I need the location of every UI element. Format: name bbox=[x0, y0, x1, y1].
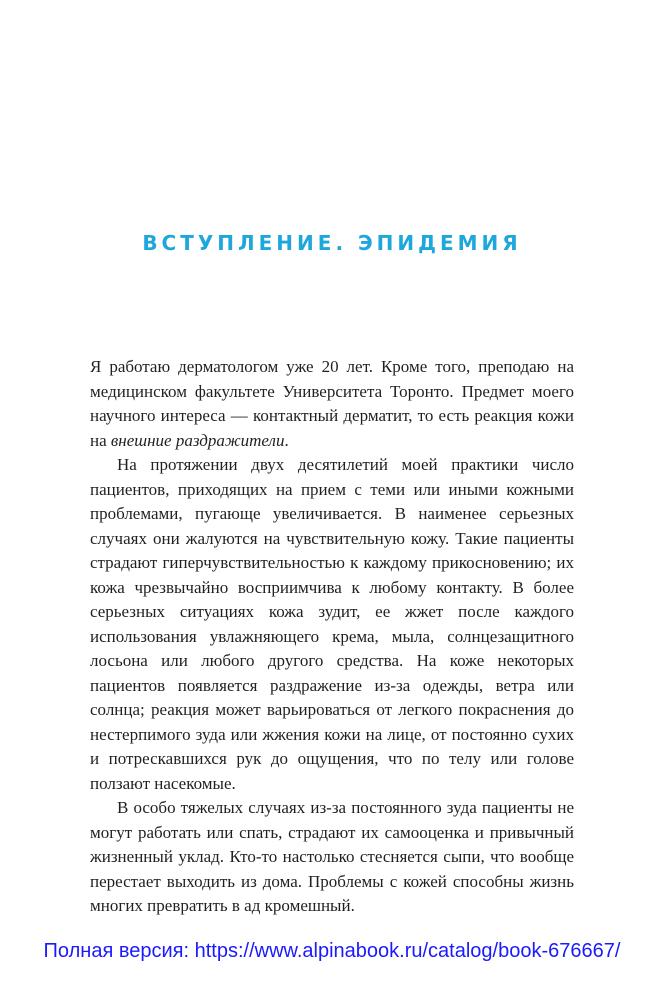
paragraph-1 bbox=[90, 355, 574, 453]
paragraph-1-end: . bbox=[284, 430, 289, 450]
paragraph-3: В особо тяжелых случаях из-за постоянного зуда пациенты не могут работать или спать, страдают их самооценка и привычный жизненный уклад. Кто-то настолько стесняется сыпи, что вообще перестает выходить из дома. Проблемы с кожей способны жизнь многих превратить в ад кромешный. bbox=[90, 798, 574, 915]
paragraph-1-italic: внешние раздражители bbox=[110, 430, 285, 450]
paragraph-2: На протяжении двух десятилетий моей практики число пациентов, приходящих на прием с теми или иными кожными проблемами, пугающе увеличивается. В наименее серьезных случаях они жалуются на чувствительную кожу. Такие пациенты страдают гиперчувствительностью к каждому прикосновению; их кожа чрезвычайно восприимчива к любому контакту. В более серьезных ситуациях кожа зудит, ее жжет после каждого использования увлажняющего крема, мыла, солнцезащитного лосьона или любого другого средства. На коже некоторых пациентов появляется раздражение из-за одежды, ветра или солнца; реакция может варьироваться от легкого покраснения до нестерпимого зуда или жжения кожи на лице, от постоянно сухих и потрескавшихся рук до ощущения, что по телу или голове ползают насекомые. bbox=[90, 455, 574, 793]
paragraph-1-start: Я работаю дерматологом уже 20 лет. Кроме того, преподаю на медицинском факультете Университета Торонто. Предмет моего научного интереса — контактный дерматит, то есть реакция кожи на bbox=[90, 357, 574, 450]
chapter-body bbox=[90, 355, 574, 919]
chapter-title: ВСТУПЛЕНИЕ. ЭПИДЕМИЯ bbox=[142, 231, 522, 255]
full-version-label: Полная версия: bbox=[43, 940, 195, 962]
full-version-link[interactable] bbox=[0, 940, 664, 963]
full-version-url: https://www.alpinabook.ru/catalog/book-676667/ bbox=[194, 940, 621, 962]
